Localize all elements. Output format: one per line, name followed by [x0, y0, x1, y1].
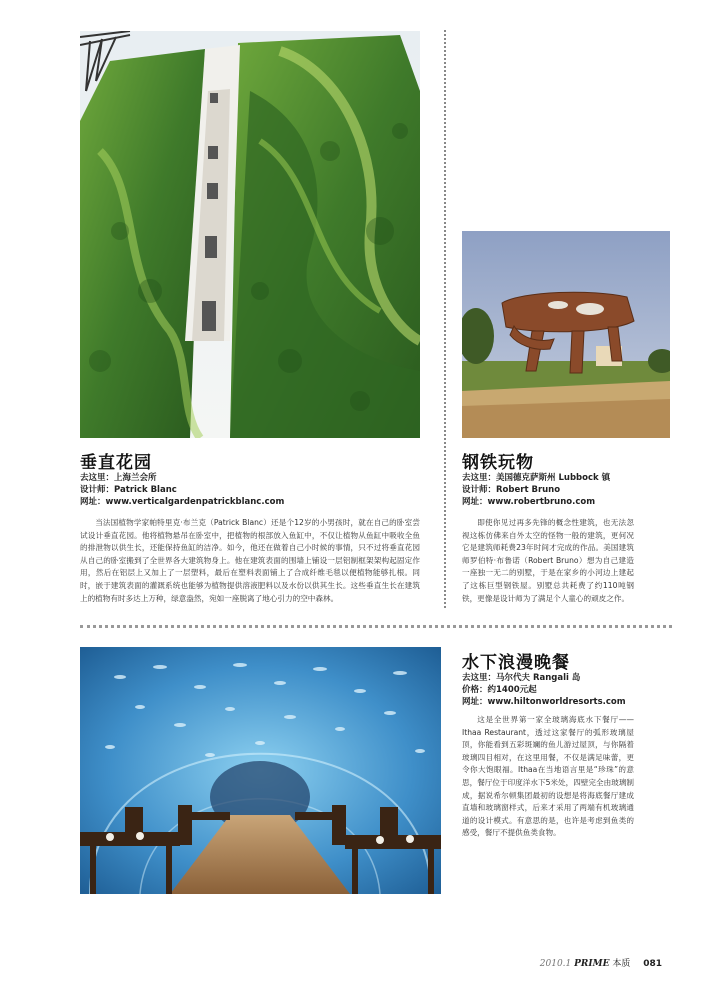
website-link[interactable]: www.verticalgardenpatrickblanc.com — [105, 497, 285, 507]
location-value: 上海兰会所 — [114, 473, 157, 483]
website-row — [80, 496, 284, 508]
section-title-underwater-dinner: 水下浪漫晚餐 — [462, 653, 570, 673]
location-value: 马尔代夫 Rangali 岛 — [496, 673, 581, 683]
section-body-vertical-garden: 当法国植物学家帕特里克·布兰克（Patrick Blanc）还是个12岁的小男孩时，就在自己的卧室尝试设计垂直花园。他将植物悬吊在卧室中，把植物的根部放入鱼缸中，不仅让植物从鱼缸中吸收全鱼的排泄物以供生长，还能保持鱼缸的洁净。如今，他还在做着自己小时候的事情，只不过将垂直花园从自己的卧室搬到了全世界各大建筑物身上。他在建筑表面的围墙上铺设一层铝制框架架构起固定作用，然后在铝层上又加上了一层塑料，最后在塑料表面铺上了合成纤维毛毯以便植物能够扎根。同时，嵌于建筑表面的灌溉系统也能够为植物提供溶液肥料以及水份以供其生长。这些垂直生长在建筑上的植物有时多达上万种，绿意盎然，宛如一座脱离了地心引力的空中森林。 — [80, 518, 420, 603]
website-row — [462, 696, 626, 708]
website-label: 网址： — [462, 497, 488, 507]
price-label: 价格： — [462, 685, 488, 695]
website-link[interactable]: www.hiltonworldresorts.com — [487, 697, 626, 707]
location-value: 美国德克萨斯州 Lubbock 镇 — [496, 473, 611, 483]
section-meta-vertical-garden — [80, 472, 284, 508]
vertical-garden-photo — [80, 31, 420, 438]
price-value: 约1400元起 — [487, 685, 537, 695]
location-row — [462, 672, 626, 684]
issue-date: 2010.1 — [539, 959, 572, 969]
magazine-brand: PRIME — [574, 959, 610, 969]
location-row — [80, 472, 284, 484]
website-label: 网址： — [462, 697, 488, 707]
designer-value: Robert Bruno — [496, 485, 561, 495]
location-label: 去这里： — [462, 673, 497, 683]
section-meta-underwater-dinner — [462, 672, 626, 708]
section-title-steel-toy: 钢铁玩物 — [462, 453, 534, 473]
price-row — [462, 684, 626, 696]
page-footer — [540, 956, 662, 969]
column-divider — [444, 30, 446, 608]
website-link[interactable]: www.robertbruno.com — [487, 497, 596, 507]
section-body-steel-toy: 即使你见过再多先锋的概念性建筑，也无法忽视这栋仿佛来自外太空的怪物一般的建筑，更何况它是建筑师耗费23年时间才完成的作品。美国建筑师罗伯特·布鲁诺（Robert Bruno）想为自己建造一座独一无二的别墅，于是在家乡的小河边上建起了这栋巨型钢铁屋。别墅总共耗费了约110吨钢铁，更像是设计师为了满足个人童心的顽皮之作。 — [462, 518, 634, 603]
underwater-restaurant-photo — [80, 647, 441, 894]
steel-house-photo — [462, 231, 670, 438]
page-number: 081 — [643, 959, 662, 969]
magazine-brand-suffix: 本质 — [612, 959, 631, 969]
website-row — [462, 496, 610, 508]
designer-label: 设计师： — [462, 485, 497, 495]
section-title-vertical-garden: 垂直花园 — [80, 453, 152, 473]
row-divider — [80, 625, 672, 628]
section-meta-steel-toy — [462, 472, 610, 508]
designer-label: 设计师： — [80, 485, 115, 495]
location-row — [462, 472, 610, 484]
designer-value: Patrick Blanc — [114, 485, 177, 495]
website-label: 网址： — [80, 497, 106, 507]
location-label: 去这里： — [462, 473, 497, 483]
designer-row — [80, 484, 284, 496]
section-body-underwater-dinner: 这是全世界第一家全玻璃海底水下餐厅——Ithaa Restaurant，透过这家餐厅的弧形玻璃屋顶，你能看到五彩斑斓的鱼儿游过屋顶，与你隔着玻璃四目相对，在这里用餐，不仅是满足味蕾，更令你大饱眼福。Ithaa在当地语言里是“珍珠”的意思，餐厅位于印度洋水下5米处，四壁完全由玻璃制成，据说希尔顿集团最初的设想是将海底餐厅建成直墙和玻璃窗样式，后来才采用了两端有机玻璃通道的设计模式。有意思的是，也许是考虑到鱼类的感受，餐厅不提供鱼类食物。 — [462, 715, 634, 838]
designer-row — [462, 484, 610, 496]
location-label: 去这里： — [80, 473, 115, 483]
